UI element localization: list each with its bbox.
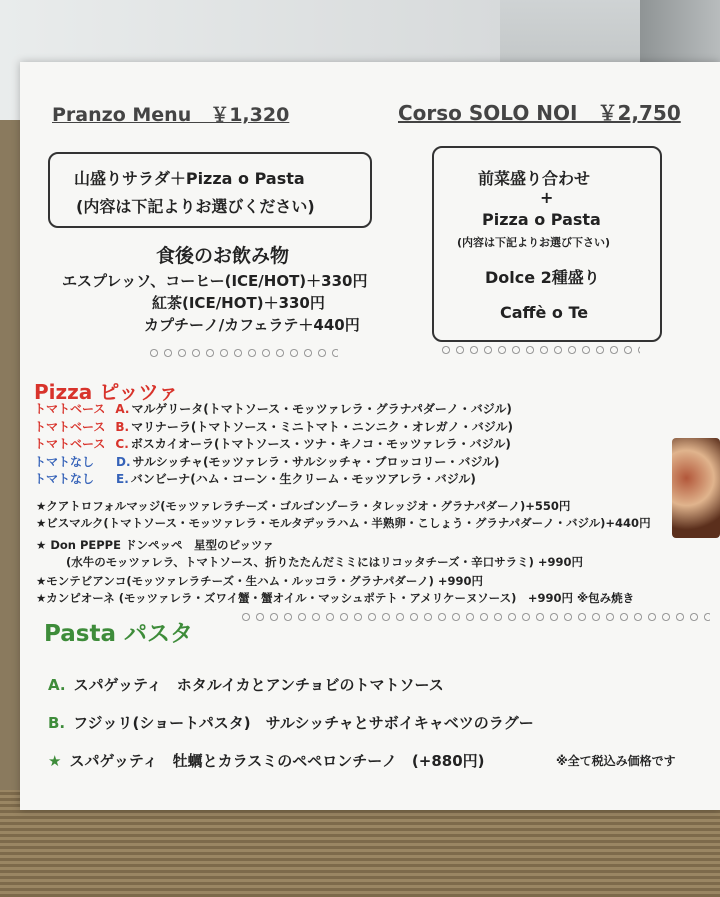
window-frame bbox=[640, 0, 720, 70]
ornament-divider bbox=[240, 612, 710, 622]
pizza-base-label: トマトベース bbox=[34, 402, 106, 416]
corso-plus: + bbox=[540, 188, 554, 207]
drinks-title: 食後のお飲み物 bbox=[156, 245, 290, 267]
corso-line: Dolce 2種盛り bbox=[485, 268, 600, 287]
corso-title: Corso SOLO NOI ￥2,750 bbox=[398, 101, 681, 125]
pasta-letter: A. bbox=[48, 676, 66, 694]
pasta-item bbox=[48, 712, 534, 733]
pizza-letter: A. bbox=[115, 402, 130, 416]
pizza-base-label: トマトベース bbox=[34, 437, 106, 451]
tax-note: ※全て税込み価格です bbox=[556, 754, 676, 768]
corso-line: Pizza o Pasta bbox=[482, 210, 601, 229]
pasta-description: スパゲッティ 牡蠣とカラスミのペペロンチーノ (+880円) bbox=[69, 752, 485, 770]
pizza-base-label: トマトなし bbox=[34, 454, 95, 469]
pranzo-title: Pranzo Menu ￥1,320 bbox=[52, 104, 290, 126]
pizza-letter: B. bbox=[115, 419, 130, 434]
pasta-title-jp: パスタ bbox=[123, 621, 193, 647]
pizza-photo bbox=[672, 438, 720, 538]
pizza-base-label: トマトベース bbox=[34, 419, 106, 434]
pizza-letter: E. bbox=[116, 472, 129, 486]
pizza-item bbox=[34, 435, 511, 452]
pizza-special: ★カンピオーネ (モッツァレラ・ズワイ蟹・蟹オイル・マッシュポテト・アメリケーヌソース) +990円 ※包み焼き bbox=[36, 591, 635, 605]
drink-item: 紅茶(ICE/HOT)＋330円 bbox=[152, 294, 325, 312]
pizza-special: ★クアトロフォルマッジ(モッツァレラチーズ・ゴルゴンゾーラ・タレッジオ・グラナパダーノ)+550円 bbox=[36, 499, 571, 513]
pasta-title-en: Pasta bbox=[44, 621, 116, 647]
pasta-letter: ★ bbox=[48, 752, 62, 770]
pranzo-box-line2: (内容は下記よりお選びください) bbox=[76, 197, 315, 216]
pizza-special: (水牛のモッツァレラ、トマトソース、折りたたんだミミにはリコッタチーズ・辛口サラミ) +990円 bbox=[66, 555, 584, 569]
pizza-description: バンビーナ(ハム・コーン・生クリーム・モッツアレラ・バジル) bbox=[130, 472, 476, 486]
pizza-item bbox=[34, 453, 500, 470]
pizza-title-jp: ピッツァ bbox=[99, 380, 179, 404]
pizza-item bbox=[34, 418, 513, 435]
pizza-description: サルシッチャ(モッツァレラ・サルシッチャ・ブロッコリー・バジル) bbox=[132, 454, 500, 469]
pizza-special: ★ビスマルク(トマトソース・モッツァレラ・モルタデッラハム・半熟卵・こしょう・グラナパダーノ・バジル)+440円 bbox=[36, 516, 651, 530]
pasta-item bbox=[48, 750, 485, 771]
ornament-divider bbox=[148, 348, 338, 358]
pizza-description: ボスカイオーラ(トマトソース・ツナ・キノコ・モッツァレラ・バジル) bbox=[130, 437, 511, 451]
pizza-special: ★ Don PEPPE ドンペッペ 星型のピッツァ bbox=[36, 538, 274, 552]
pizza-base-label: トマトなし bbox=[34, 472, 95, 486]
drink-item: エスプレッソ、コーヒー(ICE/HOT)＋330円 bbox=[62, 272, 368, 290]
pizza-special: ★モンテビアンコ(モッツァレラチーズ・生ハム・ルッコラ・グラナパダーノ) +990円 bbox=[36, 574, 484, 588]
pasta-heading bbox=[44, 615, 193, 648]
corso-line: 前菜盛り合わせ bbox=[478, 169, 591, 188]
pasta-description: スパゲッティ ホタルイカとアンチョビのトマトソース bbox=[73, 676, 444, 694]
pizza-description: マルゲリータ(トマトソース・モッツァレラ・グラナパダーノ・バジル) bbox=[131, 402, 512, 416]
pasta-letter: B. bbox=[48, 714, 66, 732]
pasta-description: フジッリ(ショートパスタ) サルシッチャとサボイキャベツのラグー bbox=[73, 714, 534, 732]
corso-line: (内容は下記よりお選び下さい) bbox=[457, 236, 611, 249]
pizza-title-en: Pizza bbox=[34, 380, 93, 404]
pizza-item bbox=[34, 470, 476, 487]
pizza-letter: D. bbox=[116, 454, 131, 469]
corso-line: Caffè o Te bbox=[500, 303, 589, 322]
ornament-divider bbox=[440, 345, 640, 355]
drink-item: カプチーノ/カフェラテ＋440円 bbox=[144, 316, 360, 334]
pizza-description: マリナーラ(トマトソース・ミニトマト・ニンニク・オレガノ・バジル) bbox=[131, 419, 513, 434]
pasta-item bbox=[48, 674, 444, 695]
pizza-item bbox=[34, 400, 512, 417]
pizza-letter: C. bbox=[115, 437, 129, 451]
pranzo-box-line1: 山盛りサラダ＋Pizza o Pasta bbox=[74, 169, 305, 188]
